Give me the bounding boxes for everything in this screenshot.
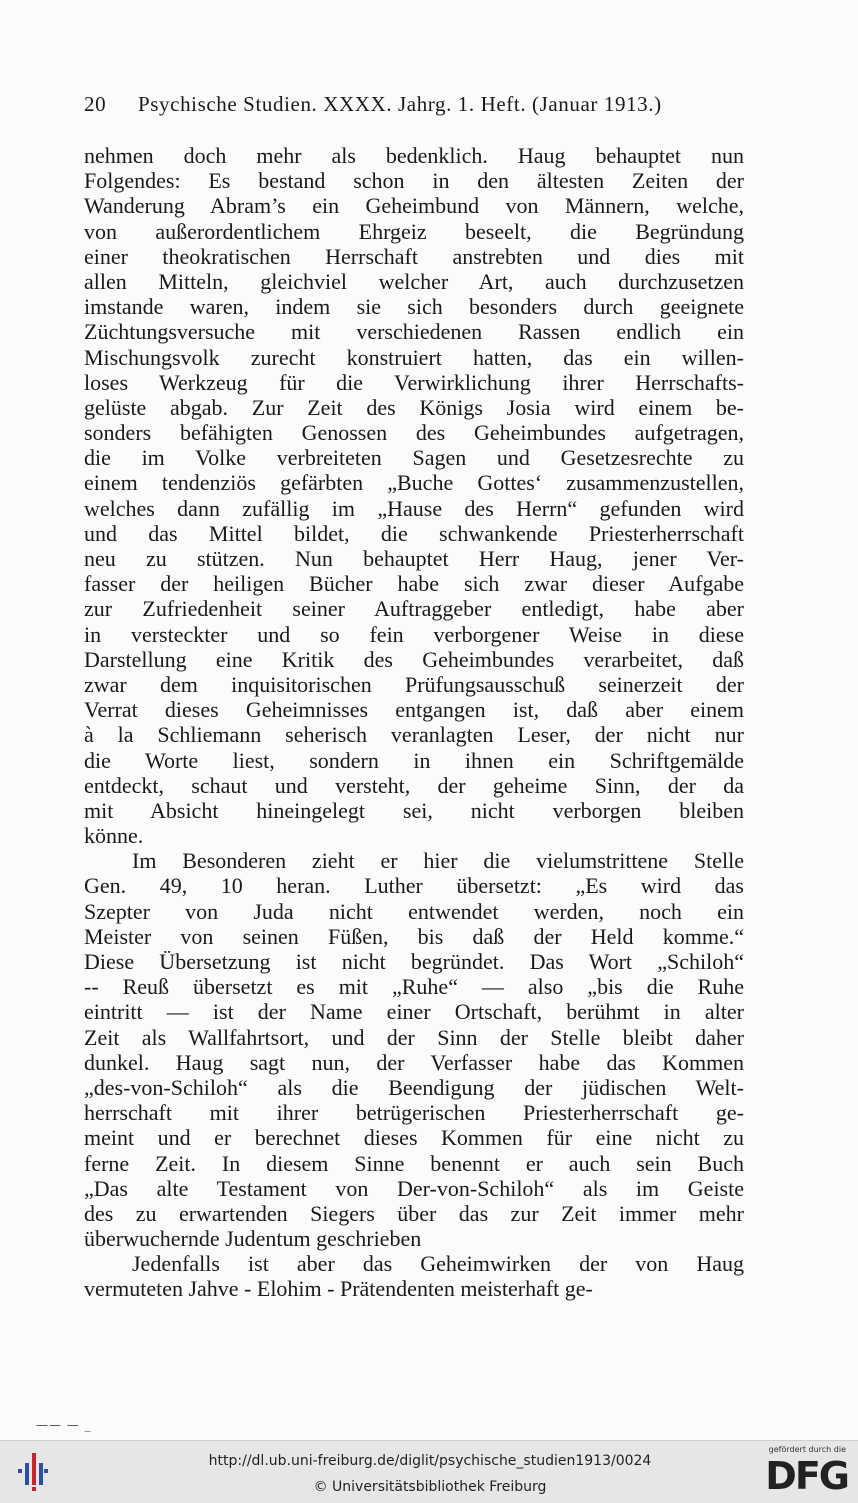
text-line: einem tendenziös gefärbten „Buche Gottes‘ zusammenzustellen, (84, 470, 744, 496)
text-line: Wanderung Abram’s ein Geheimbund von Männern, welche, (84, 193, 744, 219)
text-line: dunkel. Haug sagt nun, der Verfasser habe das Kommen (84, 1049, 744, 1075)
dfg-logo: DFG (765, 1454, 848, 1498)
text-line: „Das alte Testament von Der-von-Schiloh“ als im Geiste (84, 1175, 744, 1201)
page-number: 20 (84, 92, 107, 116)
text-line: in versteckter und so fein verborgener Weise in diese (84, 621, 744, 647)
text-line: „des-von-Schiloh“ als die Beendigung der jüdischen Welt- (84, 1074, 744, 1100)
text-line: des zu erwartenden Siegers über das zur Zeit immer mehr (84, 1200, 744, 1226)
body-text (84, 143, 744, 1302)
text-line: die im Volke verbreiteten Sagen und Gesetzesrechte zu (84, 445, 744, 471)
text-line: Gen. 49, 10 heran. Luther übersetzt: „Es wird das (84, 873, 744, 899)
text-line: Jedenfalls ist aber das Geheimwirken der von Haug (132, 1251, 744, 1277)
text-line: zur Zufriedenheit seiner Auftraggeber entledigt, habe aber (84, 596, 744, 622)
text-line: Szepter von Juda nicht entwendet werden, noch ein (84, 898, 744, 924)
text-line: gelüste abgab. Zur Zeit des Königs Josia wird einem be- (84, 394, 744, 420)
text-line: Darstellung eine Kritik des Geheimbundes verarbeitet, daß (84, 646, 744, 672)
text-line: zwar dem inquisitorischen Prüfungsausschuß seinerzeit der (84, 671, 744, 697)
text-line: und das Mittel bildet, die schwankende Priesterherrschaft (84, 520, 744, 546)
footer-bar (0, 1440, 858, 1503)
text-line: à la Schliemann seherisch veranlagten Leser, der nicht nur (84, 722, 744, 748)
text-line: Im Besonderen zieht er hier die vielumstrittene Stelle (132, 848, 744, 874)
text-line: Folgendes: Es bestand schon in den ältesten Zeiten der (84, 168, 744, 194)
text-line: mit Absicht hineingelegt sei, nicht verborgen bleiben (84, 797, 744, 823)
text-line: herrschaft mit ihrer betrügerischen Priesterherrschaft ge- (84, 1100, 744, 1126)
text-line: welches dann zufällig im „Hause des Herrn“ gefunden wird (84, 495, 744, 521)
copyright-notice: © Universitätsbibliothek Freiburg (313, 1479, 547, 1495)
text-line: Züchtungsversuche mit verschiedenen Rassen endlich ein (84, 319, 744, 345)
text-line: meint und er berechnet dieses Kommen für eine nicht zu (84, 1125, 744, 1151)
text-line: Diese Übersetzung ist nicht begründet. Das Wort „Schiloh“ (84, 949, 744, 974)
text-line: -- Reuß übersetzt es mit „Ruhe“ — also „bis die Ruhe (84, 974, 744, 1000)
text-line: Zeit als Wallfahrtsort, und der Sinn der Stelle bleibt daher (84, 1024, 744, 1050)
text-line: könne. (84, 823, 144, 849)
text-line: vermuteten Jahve - Elohim - Prätendenten meisterhaft ge- (84, 1276, 593, 1302)
text-line: Verrat dieses Geheimnisses entgangen ist, daß aber einem (84, 697, 744, 723)
text-line: von außerordentlichem Ehrgeiz beseelt, die Begründung (84, 218, 744, 244)
running-head: Psychische Studien. XXXX. Jahrg. 1. Heft. (Januar 1913.) (138, 92, 662, 116)
page-marks: —— — _ (36, 1418, 92, 1432)
text-line: Mischungsvolk zurecht konstruiert hatten, das ein willen- (84, 344, 744, 370)
text-line: überwuchernde Judentum geschrieben (84, 1226, 422, 1252)
text-line: neu zu stützen. Nun behauptet Herr Haug, jener Ver- (84, 546, 744, 571)
text-line: fasser der heiligen Bücher habe sich zwar dieser Aufgabe (84, 571, 744, 597)
text-line: sonders befähigten Genossen des Geheimbundes aufgetragen, (84, 420, 744, 446)
text-line: einer theokratischen Herrschaft anstrebten und dies mit (84, 243, 744, 269)
text-line: nehmen doch mehr als bedenklich. Haug behauptet nun (84, 143, 744, 168)
document-url[interactable]: http://dl.ub.uni-freiburg.de/diglit/psychische_studien1913/0024 (208, 1453, 652, 1469)
text-line: die Worte liest, sondern in ihnen ein Schriftgemälde (84, 747, 744, 773)
text-line: ferne Zeit. In diesem Sinne benennt er auch sein Buch (84, 1150, 744, 1176)
text-line: Meister von seinen Füßen, bis daß der Held komme.“ (84, 923, 744, 949)
funding-note: gefördert durch die (768, 1445, 846, 1454)
text-line: allen Mitteln, gleichviel welcher Art, auch durchzusetzen (84, 268, 744, 294)
text-line: imstande waren, indem sie sich besonders durch geeignete (84, 294, 744, 320)
text-line: loses Werkzeug für die Verwirklichung ihrer Herrschafts- (84, 369, 744, 395)
text-line: eintritt — ist der Name einer Ortschaft, berühmt in alter (84, 999, 744, 1025)
library-logo-icon (18, 1451, 48, 1493)
text-line: entdeckt, schaut und versteht, der geheime Sinn, der da (84, 772, 744, 798)
